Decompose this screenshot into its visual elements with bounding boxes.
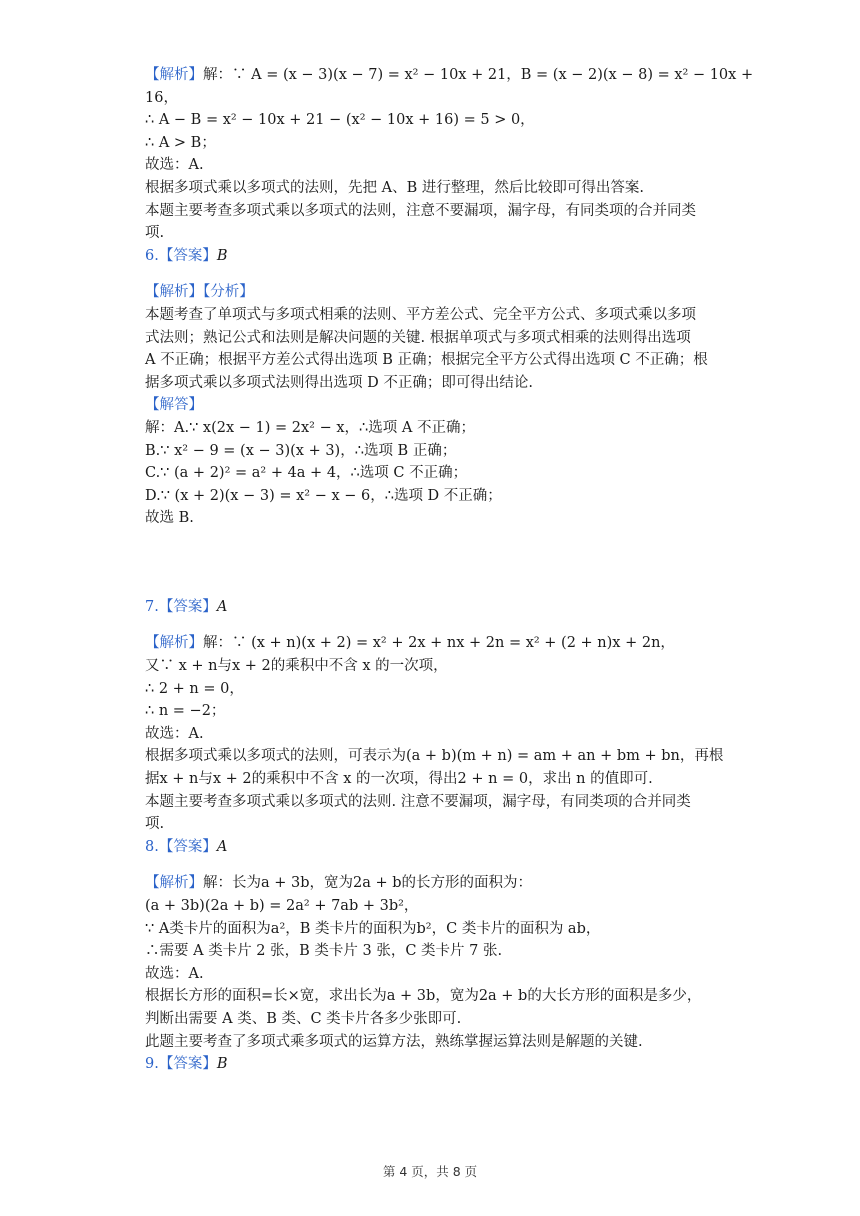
- explanation-line: ∴ A − B = x² − 10x + 21 − (x² − 10x + 16) = 5 > 0，: [145, 112, 535, 129]
- answer-value: A: [216, 838, 228, 855]
- question-number: 8.: [145, 838, 159, 855]
- explanation-tag: 【解析】: [145, 284, 203, 301]
- analysis-line: 据多项式乘以多项式法则得出选项 D 不正确；即可得出结论.: [145, 374, 533, 391]
- solution-line: D.∵ (x + 2)(x − 3) = x² − x − 6，∴选项 D 不正确；: [145, 487, 502, 504]
- explanation-line: 本题主要考查多项式乘以多项式的法则，注意不要漏项，漏字母，有同类项的合并同类: [145, 202, 696, 219]
- explanation-line: ∴ 2 + n = 0，: [145, 680, 244, 697]
- explanation-tag: 【解析】: [145, 875, 203, 892]
- explanation-line: 解：∵ (x + n)(x + 2) = x² + 2x + nx + 2n = x² + (2 + n)x + 2n，: [203, 635, 675, 652]
- answer-value: A: [216, 598, 228, 615]
- answer-value: B: [216, 1056, 228, 1073]
- q9-answer-row: [145, 1053, 725, 1076]
- solution-tag: 【解答】: [145, 397, 203, 414]
- solution-line: 故选 B.: [145, 510, 194, 527]
- answer-tag: 【答案】: [158, 838, 217, 855]
- explanation-line: 据x + n与x + 2的乘积中不含 x 的一次项，得出2 + n = 0，求出 n 的值即可.: [145, 771, 653, 788]
- explanation-line: 判断出需要 A 类、B 类、C 类卡片各多少张即可.: [145, 1010, 462, 1027]
- explanation-line: 此题主要考查了多项式乘多项式的运算方法，熟练掌握运算法则是解题的关键.: [145, 1033, 643, 1050]
- explanation-line: ∵ A类卡片的面积为a²，B 类卡片的面积为b²，C 类卡片的面积为 ab，: [145, 920, 601, 937]
- explanation-tag: 【解析】: [145, 635, 203, 652]
- analysis-line: A 不正确；根据平方差公式得出选项 B 正确；根据完全平方公式得出选项 C 不正确；根: [145, 352, 708, 369]
- explanation-line: (a + 3b)(2a + b) = 2a² + 7ab + 3b²，: [145, 898, 419, 914]
- explanation-line: 根据多项式乘以多项式的法则，先把 A、B 进行整理，然后比较即可得出答案.: [145, 179, 644, 196]
- solution-line: C.∵ (a + 2)² = a² + 4a + 4，∴选项 C 不正确；: [145, 465, 468, 482]
- q8-explanation: [145, 872, 725, 1053]
- explanation-line: 项.: [145, 816, 165, 833]
- q5-explanation: [145, 64, 754, 245]
- q6-explanation: [145, 281, 725, 530]
- explanation-line: 故选：A.: [145, 725, 204, 742]
- answer-tag: 【答案】: [158, 598, 217, 615]
- analysis-line: 式法则；熟记公式和法则是解决问题的关键. 根据单项式与多项式相乘的法则得出选项: [145, 329, 691, 346]
- page-content: [145, 64, 754, 1076]
- explanation-line: 本题主要考查多项式乘以多项式的法则. 注意不要漏项，漏字母，有同类项的合并同类: [145, 793, 691, 810]
- explanation-line: 根据长方形的面积=长×宽，求出长为a + 3b，宽为2a + b的大长方形的面积是多少，: [145, 988, 702, 1005]
- explanation-line: 根据多项式乘以多项式的法则，可表示为(a + b)(m + n) = am + an + bm + bn，再根: [145, 748, 724, 765]
- explanation-line: 解：长为a + 3b，宽为2a + b的长方形的面积为：: [203, 875, 533, 892]
- q7-explanation: [145, 632, 725, 835]
- answer-tag: 【答案】: [158, 1056, 217, 1073]
- solution-line: B.∵ x² − 9 = (x − 3)(x + 3)，∴选项 B 正确；: [145, 442, 457, 459]
- explanation-line: ∴ A > B；: [145, 134, 216, 151]
- explanation-tag: 【解析】: [145, 67, 203, 83]
- answer-tag: 【答案】: [158, 247, 217, 264]
- page-footer: 第 4 页，共 8 页: [382, 1164, 478, 1179]
- explanation-line: 解：∵ A = (x − 3)(x − 7) = x² − 10x + 21，B = (x − 2)(x − 8) = x² − 10x +: [203, 67, 754, 83]
- explanation-line: ∴需要 A 类卡片 2 张，B 类卡片 3 张，C 类卡片 7 张.: [145, 943, 503, 960]
- q8-answer-row: [145, 836, 725, 859]
- analysis-line: 本题考查了单项式与多项式相乘的法则、平方差公式、完全平方公式、多项式乘以多项: [145, 306, 696, 323]
- analysis-tag: 【分析】: [203, 284, 254, 301]
- q7-answer-row: [145, 596, 725, 619]
- answer-value: B: [216, 247, 228, 264]
- explanation-line: 项.: [145, 225, 165, 242]
- question-number: 6.: [145, 247, 159, 264]
- explanation-line: 故选：A.: [145, 965, 204, 982]
- explanation-line: ∴ n = −2；: [145, 703, 226, 720]
- question-number: 9.: [145, 1056, 159, 1073]
- explanation-line: 16，: [145, 89, 178, 106]
- question-number: 7.: [145, 598, 159, 615]
- q6-answer-row: [145, 245, 725, 268]
- explanation-line: 又∵ x + n与x + 2的乘积中不含 x 的一次项，: [145, 658, 448, 675]
- solution-line: 解：A.∵ x(2x − 1) = 2x² − x，∴选项 A 不正确；: [145, 419, 475, 436]
- explanation-line: 故选：A.: [145, 157, 204, 174]
